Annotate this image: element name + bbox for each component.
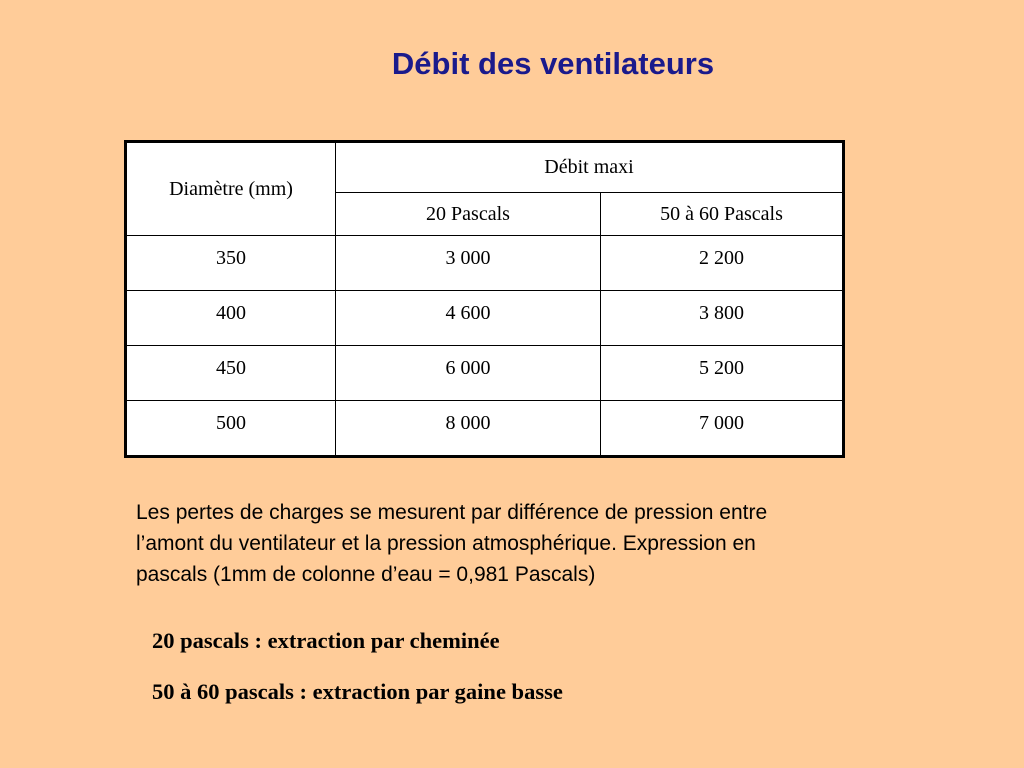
pressure-loss-explanation: Les pertes de charges se mesurent par différence de pression entre l’amont du ventilateur et la pression atmosphérique. Expression en pascals (1mm de colonne d’eau = 0,981 Pascals) (136, 501, 768, 586)
flow-20-cell: 8 000 (336, 400, 601, 456)
pascals-20-header: 20 Pascals (336, 193, 601, 236)
page-title: Débit des ventilateurs (391, 46, 715, 81)
diameter-header: Diamètre (mm) (126, 142, 336, 236)
flow-50-60-cell: 5 200 (601, 345, 844, 400)
flow-max-header: Débit maxi (336, 142, 844, 193)
diameter-cell: 350 (126, 236, 336, 291)
flow-20-cell: 6 000 (336, 345, 601, 400)
flow-50-60-cell: 3 800 (601, 290, 844, 345)
pascals-50-60-header: 50 à 60 Pascals (601, 193, 844, 236)
note-50-60-pascals: 50 à 60 pascals : extraction par gaine basse (152, 679, 563, 704)
table-row (126, 345, 844, 400)
table-row (126, 290, 844, 345)
flow-20-cell: 4 600 (336, 290, 601, 345)
diameter-cell: 500 (126, 400, 336, 456)
table-header-row (126, 142, 844, 193)
flow-50-60-cell: 2 200 (601, 236, 844, 291)
table-row (126, 400, 844, 456)
flow-20-cell: 3 000 (336, 236, 601, 291)
diameter-cell: 400 (126, 290, 336, 345)
fan-flow-table (124, 140, 845, 458)
note-20-pascals: 20 pascals : extraction par cheminée (152, 628, 500, 653)
table-row (126, 236, 844, 291)
diameter-cell: 450 (126, 345, 336, 400)
flow-50-60-cell: 7 000 (601, 400, 844, 456)
